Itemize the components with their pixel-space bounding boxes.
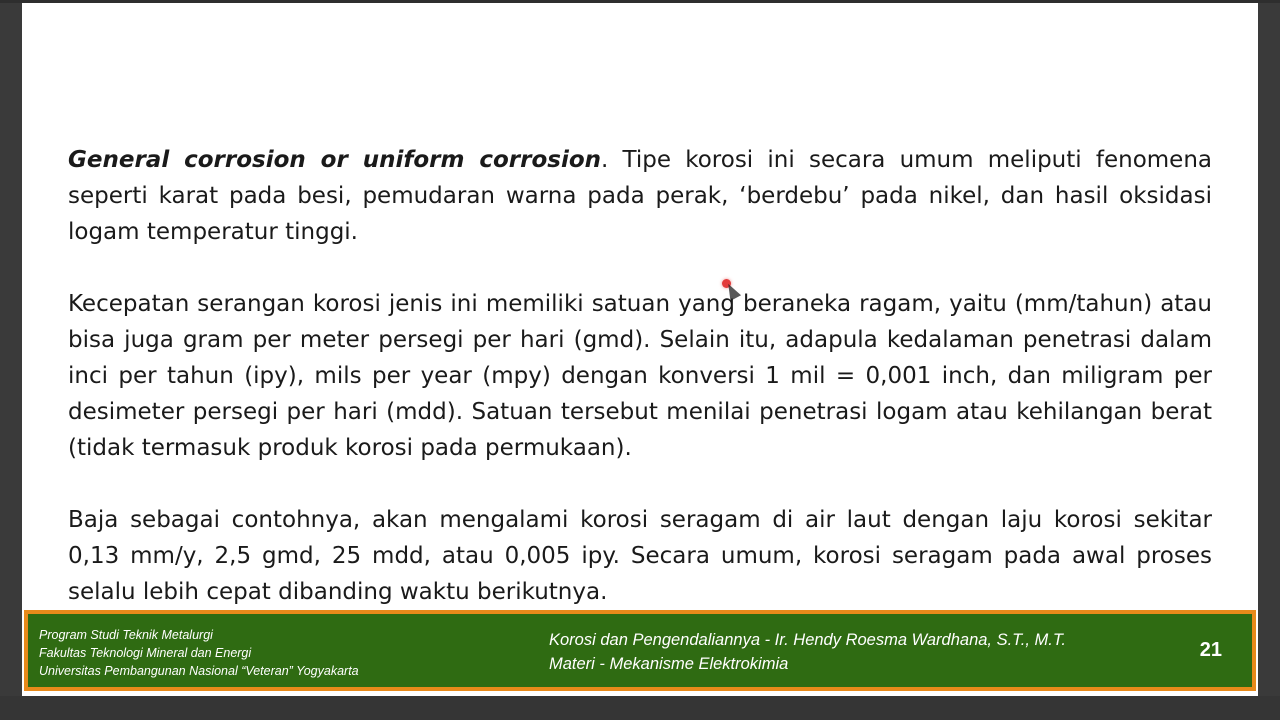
footer-faculty: Fakultas Teknologi Mineral dan Energi	[39, 646, 252, 660]
paragraph-text: . Tipe korosi ini secara umum meliputi fenomena seperti karat pada besi, pemudaran warna pada perak, ‘berdebu’ pada nikel, dan hasil oksidasi logam temperatur tinggi.	[68, 147, 1212, 245]
window-bottom-edge	[0, 696, 1280, 720]
term-general-corrosion: General corrosion or uniform corrosion	[68, 147, 602, 173]
footer-university: Universitas Pembangunan Nasional “Veteran” Yogyakarta	[39, 664, 359, 678]
paragraph-text: Baja sebagai contohnya, akan mengalami korosi seragam di air laut dengan laju korosi sekitar 0,13 mm/y, 2,5 gmd, 25 mdd, atau 0,005 ipy. Secara umum, korosi seragam pada awal proses selalu lebih cepat dibanding waktu berikutnya.	[68, 507, 1212, 605]
footer-material: Materi - Mekanisme Elektrokimia	[549, 655, 789, 673]
footer-course-info	[549, 628, 1066, 676]
paragraph-general-corrosion	[68, 142, 1212, 250]
footer-study-program: Program Studi Teknik Metalurgi	[39, 628, 213, 642]
page-number: 21	[1199, 639, 1222, 661]
footer-course-title: Korosi dan Pengendaliannya - Ir. Hendy Roesma Wardhana, S.T., M.T.	[549, 631, 1066, 649]
slide-footer	[24, 610, 1256, 691]
paragraph-steel-example	[68, 502, 1212, 610]
slide-body	[68, 142, 1212, 610]
slide	[22, 3, 1258, 696]
paragraph-corrosion-rate-units	[68, 286, 1212, 466]
paragraph-text: Kecepatan serangan korosi jenis ini memiliki satuan yang beraneka ragam, yaitu (mm/tahun) atau bisa juga gram per meter persegi per hari (gmd). Selain itu, adapula kedalaman penetrasi dalam inci per tahun (ipy), mils per year (mpy) dengan konversi 1 mil = 0,001 inch, dan miligram per desimeter persegi per hari (mdd). Satuan tersebut menilai penetrasi logam atau kehilangan berat (tidak termasuk produk korosi pada permukaan).	[68, 291, 1212, 461]
footer-institution	[39, 626, 359, 680]
